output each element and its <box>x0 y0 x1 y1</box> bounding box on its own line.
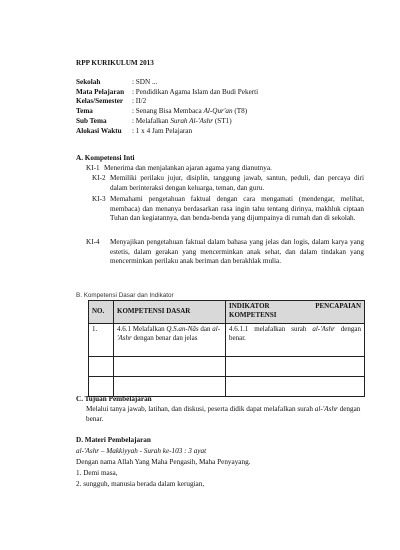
materi-line: 1. Demi masa, <box>76 469 118 477</box>
ident-row-alokasi: Alokasi Waktu : 1 x 4 Jam Pelajaran <box>76 126 193 135</box>
section-c-heading: C. Tujuan Pembelajaran <box>76 395 152 403</box>
table-row: 1. 4.6.1 Melafalkan Q.S.an-Nās dan al-'Ashr dengan benar dan jelas 4.6.1.1 melafalkan surah al-'Ashr dengan benar. <box>89 324 365 357</box>
identity-table <box>76 78 258 136</box>
section-b-heading: B. Kompetensi Dasar dan Indikator <box>76 292 174 299</box>
col-header-no: NO. <box>89 301 114 324</box>
col-header-indikator: INDIKATOR PENCAPAIAN KOMPETENSI <box>226 301 365 324</box>
table-row <box>89 357 365 377</box>
materi-line: Dengan nama Allah Yang Maha Pengasih, Maha Penyayang. <box>76 458 251 466</box>
section-a-heading: A. Kompetensi Inti <box>76 154 135 162</box>
ident-row-tema: Tema : Senang Bisa Membaca Al-Qur'an (T8) <box>76 107 248 116</box>
ident-row-sekolah: Sekolah : SDN ... <box>76 78 158 86</box>
ident-row-kelas: Kelas/Semester : II/2 <box>76 97 147 106</box>
document-title: RPP KURIKULUM 2013 <box>76 59 154 67</box>
materi-line: 2. sungguh, manusia berada dalam kerugian, <box>76 480 205 488</box>
section-d-heading: D. Materi Pembelajaran <box>76 436 151 444</box>
document-page: RPP KURIKULUM 2013 Sekolah : SDN ... Mata Pelajaran : Pendidikan Agama Islam dan Budi Pekerti Kelas/Semester : II/2 Tema : Senang Bisa Membaca Al-Qur'an (T8) Sub Tema : Melafalkan Surah Al-'Ashr (ST1) Alokasi Waktu : 1 x 4 Jam Pelajaran A. Kompetensi Inti KI-1 Menerima dan menjalankan ajaran agama yang dianutnya. KI-2 Memiliki perilaku jujur, disiplin, tanggung jawab, santun, peduli, dan percaya diri dalam berinteraksi dengan keluarga, teman, dan guru. KI-3 Memahami pengetahuan faktual dengan cara mengamati (mendengar, melihat, membaca) dan menanya berdasarkan rasa ingin tahu tentang dirinya, makhluk ciptaan Tuhan dan kegiatannya, dan benda-benda yang dijumpainya di rumah dan di sekolah. KI-4 Menyajikan pengetahuan faktual dalam bahasa yang jelas dan logis, dalam karya yang estetis, dalam gerakan yang mencerminkan anak sehat, dan dalam tindakan yang mencerminkan perilaku anak beriman dan berakhlak mulia. B. Kompetensi Dasar dan Indikator NO. KOMPETENSI DASAR INDIKATOR PENCAPAIAN KOMPETENSI 1. 4.6.1 Melafalkan Q.S.an-Nās dan al-'Ashr dengan benar dan jelas 4.6.1.1 melafalkan surah al-'Ashr dengan benar. C. Tujuan Pembelajaran Melalui tanya jawab, latihan, dan diskusi, peserta didik dapat melafalkan surah al-'Ashr dengan benar. D. Materi Pembelajaran al-'Ashr – Makkiyyah - Surah ke-103 : 3 ayat Dengan nama Allah Yang Maha Pengasih, Maha Penyayang. 1. Demi masa, 2. sungguh, manusia berada dalam kerugian, <box>76 59 364 488</box>
col-header-kd: KOMPETENSI DASAR <box>114 301 226 324</box>
table-row <box>89 377 365 397</box>
kompetensi-table <box>88 300 365 397</box>
ident-row-subtema: Sub Tema : Melafalkan Surah Al-'Ashr (ST1) <box>76 116 232 125</box>
ident-row-mapel: Mata Pelajaran : Pendidikan Agama Islam dan Budi Pekerti <box>76 87 259 96</box>
table-header-row <box>89 301 365 324</box>
section-c-text: Melalui tanya jawab, latihan, dan diskusi, peserta didik dapat melafalkan surah al-'Ashr dengan benar. <box>86 405 361 423</box>
surah-subtitle: al-'Ashr – Makkiyyah - Surah ke-103 : 3 ayat <box>76 447 207 455</box>
